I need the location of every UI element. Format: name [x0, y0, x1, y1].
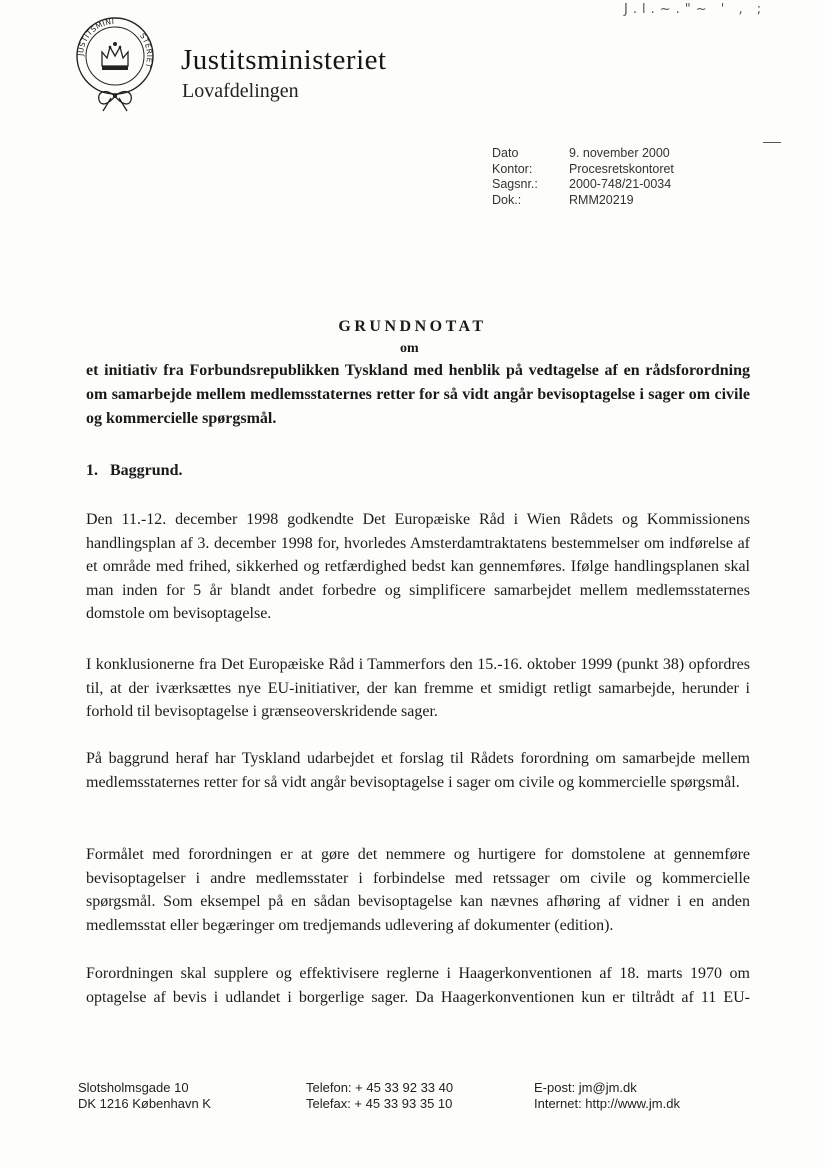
document-meta — [492, 146, 674, 208]
footer-contact — [534, 1080, 680, 1112]
paragraph-1: Den 11.-12. december 1998 godkendte Det Europæiske Råd i Wien Rådets og Kommissionens handlingsplan af 3. december 1998 for, hvorledes Amsterdamtraktatens bestemmelser om indførelse af et område med frihed, sikkerhed og retfærdighed bedst kan gennemføres. Ifølge handlingsplanen skal man inden for 5 år blandt andet forbedre og simplificere samarbejdet mellem medlemsstaternes domstole om bevisoptagelse. — [86, 511, 750, 622]
paragraph-5: Forordningen skal supplere og effektivisere reglerne i Haagerkonventionen af 18. marts 1970 om optagelse af bevis i udlandet i borgerlige sager. Da Haagerkonventionen kun er tiltrådt af 11 EU- — [86, 965, 750, 1006]
meta-row-office — [492, 162, 674, 178]
document-title: GRUNDNOTAT — [338, 318, 487, 335]
ministry-seal-logo — [73, 14, 157, 114]
section-number: 1. — [86, 462, 98, 479]
meta-row-document — [492, 193, 674, 209]
paragraph-3: På baggrund heraf har Tyskland udarbejdet et forslag til Rådets forordning om samarbejde mellem medlemsstaternes retter for så vidt angår bevisoptagelse i sager om civile og kommercielle spørgsmål. — [86, 750, 750, 791]
handwritten-stamp: J.l.~."~ ' , ; — [624, 2, 767, 17]
organization-title: Justitsministeriet — [181, 44, 387, 76]
svg-text:JUSTITSMINI: JUSTITSMINI — [75, 16, 115, 57]
document-subject: et initiativ fra Forbundsrepublikken Tyskland med henblik på vedtagelse af en rådsforordning om samarbejde mellem medlemsstaternes retter for så vidt angår bevisoptagelse i sager om civile og kommercielle spørgsmål. — [86, 362, 750, 427]
address-line: DK 1216 København K — [78, 1096, 211, 1111]
margin-dash — [763, 142, 781, 143]
paragraph-4: Formålet med forordningen er at gøre det nemmere og hurtigere for domstolene at gennemføre bevisoptagelser i andre medlemsstater i forbindelse med retssager om civile og kommercielle spørgsmål. Som eksempel på en sådan bevisoptagelse kan nævnes afhøring af vidner i en anden medlemsstat eller begæringer om tredjemands udlevering af dokumenter (edition). — [86, 846, 750, 934]
meta-value: 9. november 2000 — [569, 146, 670, 160]
meta-label: Kontor: — [492, 161, 533, 176]
meta-label: Sagsnr.: — [492, 177, 538, 191]
email-address: E-post: jm@jm.dk — [534, 1080, 637, 1095]
section-heading — [86, 462, 182, 480]
website-address: Internet: http://www.jm.dk — [534, 1096, 680, 1111]
meta-value: 2000-748/21-0034 — [569, 177, 672, 191]
address-line: Slotsholmsgade 10 — [78, 1080, 189, 1095]
fax-number: Telefax: + 45 33 93 35 10 — [306, 1096, 453, 1111]
phone-number: Telefon: + 45 33 92 33 40 — [306, 1080, 454, 1095]
meta-row-date — [492, 146, 674, 162]
meta-value: RMM20219 — [569, 192, 634, 207]
meta-label: Dato — [492, 146, 519, 160]
meta-label: Dok.: — [492, 192, 522, 207]
organization-subtitle: Lovafdelingen — [182, 80, 299, 102]
paragraph-2: I konklusionerne fra Det Europæiske Råd i Tammerfors den 15.-16. oktober 1999 (punkt 38) opfordres til, at der iværksættes nye EU-initiativer, der kan fremme et smidigt retligt samarbejde, herunder i forhold til bevisoptagelse i grænseoverskridende sager. — [86, 656, 750, 720]
footer-address — [78, 1080, 211, 1112]
meta-value: Procesretskontoret — [569, 161, 674, 176]
meta-row-case-number — [492, 177, 674, 193]
document-om: om — [400, 341, 419, 356]
section-title: Baggrund. — [110, 462, 183, 479]
svg-text:STERIET: STERIET — [138, 31, 155, 70]
footer-phone-fax — [306, 1080, 453, 1112]
